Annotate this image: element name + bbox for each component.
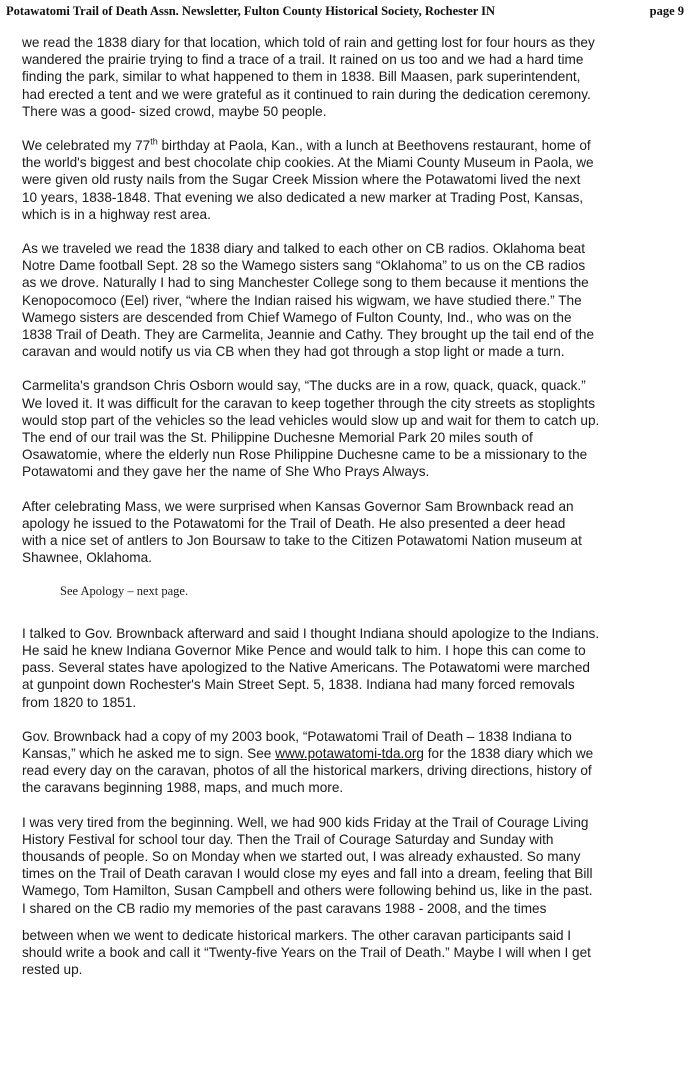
text-line: I shared on the CB radio my memories of the past caravans 1988 - 2008, and the times — [22, 900, 547, 916]
paragraph-3 — [22, 240, 680, 360]
article-body — [22, 34, 680, 995]
text-line: 1838 Trail of Death. They are Carmelita, Jeannie and Cathy. They brought up the tail end of the — [22, 327, 595, 343]
text-line: the world's biggest and best chocolate chip cookies. At the Miami County Museum in Paola, we — [22, 155, 594, 171]
paragraph-9 — [22, 927, 680, 979]
text-line: Kenopocomoco (Eel) river, “where the Indian raised his wigwam, we have studied there.” The — [22, 292, 582, 308]
text-line: which is in a highway rest area. — [22, 206, 211, 222]
text-line — [22, 137, 680, 154]
text-segment: We celebrated my 77 — [22, 138, 151, 154]
text-line: Shawnee, Oklahoma. — [22, 550, 152, 566]
text-line: should write a book and call it “Twenty-five Years on the Trail of Death.” Maybe I will when I get — [22, 944, 591, 960]
text-line: between when we went to dedicate historical markers. The other caravan participants said I — [22, 927, 572, 943]
paragraph-8 — [22, 814, 680, 917]
text-line: Carmelita's grandson Chris Osborn would say, “The ducks are in a row, quack, quack, quack.” — [22, 378, 586, 394]
text-line: wandered the prairie trying to find a trace of a trail. It rained on us too and we had a hard time — [22, 52, 584, 68]
text-line: read every day on the caravan, photos of all the historical markers, driving directions, history of — [22, 763, 592, 779]
text-line: He said he knew Indiana Governor Mike Pence and would talk to him. I hope this can come to — [22, 642, 586, 658]
text-line: would stop part of the vehicles so the lead vehicles would slow up and wait for them to catch up. — [22, 412, 600, 428]
text-line: we read the 1838 diary for that location, which told of rain and getting lost for four hours as they — [22, 35, 595, 50]
text-line: caravan and would notify us via CB when they had got through a stop light or made a turn. — [22, 344, 565, 360]
text-line — [22, 745, 680, 762]
text-line: rested up. — [22, 962, 83, 978]
ordinal-suffix: th — [150, 136, 158, 147]
text-line: I was very tired from the beginning. Well, we had 900 kids Friday at the Trail of Courage Living — [22, 814, 589, 830]
page-header — [6, 4, 684, 19]
text-line: from 1820 to 1851. — [22, 694, 137, 710]
apology-note: See Apology – next page. — [60, 584, 189, 599]
text-line: The end of our trail was the St. Philippine Duchesne Memorial Park 20 miles south of — [22, 430, 533, 446]
text-line: After celebrating Mass, we were surprised when Kansas Governor Sam Brownback read an — [22, 498, 574, 514]
text-line: History Festival for school tour day. Then the Trail of Courage Saturday and Sunday with — [22, 831, 554, 847]
header-title: Potawatomi Trail of Death Assn. Newsletter, Fulton County Historical Society, Rochester IN — [6, 4, 496, 18]
text-line: Gov. Brownback had a copy of my 2003 book, “Potawatomi Trail of Death – 1838 Indiana to — [22, 728, 572, 744]
text-line: There was a good- sized crowd, maybe 50 people. — [22, 103, 327, 119]
text-segment: birthday at Paola, Kan., with a lunch at Beethovens restaurant, home of — [157, 138, 591, 154]
text-line: were given old rusty nails from the Sugar Creek Mission where the Potawatomi lived the next — [22, 172, 581, 188]
text-segment: for the 1838 diary which we — [423, 745, 594, 761]
text-line: times on the Trail of Death caravan I would close my eyes and fall into a dream, feeling that Bill — [22, 866, 593, 882]
text-line: Potawatomi and they gave her the name of She Who Prays Always. — [22, 464, 430, 480]
paragraph-4 — [22, 377, 680, 480]
text-line: 10 years, 1838-1848. That evening we also dedicated a new marker at Trading Post, Kansas, — [22, 189, 584, 205]
paragraph-1 — [22, 34, 680, 120]
text-line: Notre Dame football Sept. 28 so the Wamego sisters sang “Oklahoma” to us on the CB radios — [22, 258, 586, 274]
text-line: As we traveled we read the 1838 diary and talked to each other on CB radios. Oklahoma beat — [22, 241, 585, 257]
text-line: had erected a tent and we were grateful as it continued to rain during the dedication ceremony. — [22, 86, 591, 102]
text-line: Wamego sisters are descended from Chief Wamego of Fulton County, Ind., who was on the — [22, 309, 572, 325]
text-line: at gunpoint down Rochester's Main Street Sept. 5, 1838. Indiana had many forced removals — [22, 677, 575, 693]
text-segment: Kansas,” which he asked me to sign. See — [22, 745, 276, 761]
website-link[interactable]: www.potawatomi-tda.org — [275, 745, 424, 761]
text-line: We loved it. It was difficult for the caravan to keep together through the city streets as stoplights — [22, 395, 596, 411]
text-line: thousands of people. So on Monday when we started out, I was already exhausted. So many — [22, 848, 581, 864]
text-line: Wamego, Tom Hamilton, Susan Campbell and others were following behind us, like in the past. — [22, 883, 593, 899]
text-line: Osawatomie, where the elderly nun Rose Philippine Duchesne came to be a missionary to the — [22, 447, 588, 463]
text-line: as we drove. Naturally I had to sing Manchester College song to them because it mentions the — [22, 275, 589, 291]
text-line: I talked to Gov. Brownback afterward and said I thought Indiana should apologize to the Indians. — [22, 625, 600, 641]
paragraph-5 — [22, 498, 680, 567]
text-line: with a nice set of antlers to Jon Boursaw to take to the Citizen Potawatomi Nation museum at — [22, 533, 582, 549]
page-number: page 9 — [649, 4, 684, 18]
paragraph-7 — [22, 728, 680, 797]
paragraph-2 — [22, 137, 680, 223]
text-line: pass. Several states have apologized to the Native Americans. The Potawatomi were marched — [22, 660, 590, 676]
paragraph-6 — [22, 625, 680, 711]
text-line: the caravans beginning 1988, maps, and much more. — [22, 780, 344, 796]
text-line: apology he issued to the Potawatomi for the Trail of Death. He also presented a deer head — [22, 515, 566, 531]
text-line: finding the park, similar to what happened to them in 1838. Bill Maasen, park superintendent, — [22, 69, 581, 85]
